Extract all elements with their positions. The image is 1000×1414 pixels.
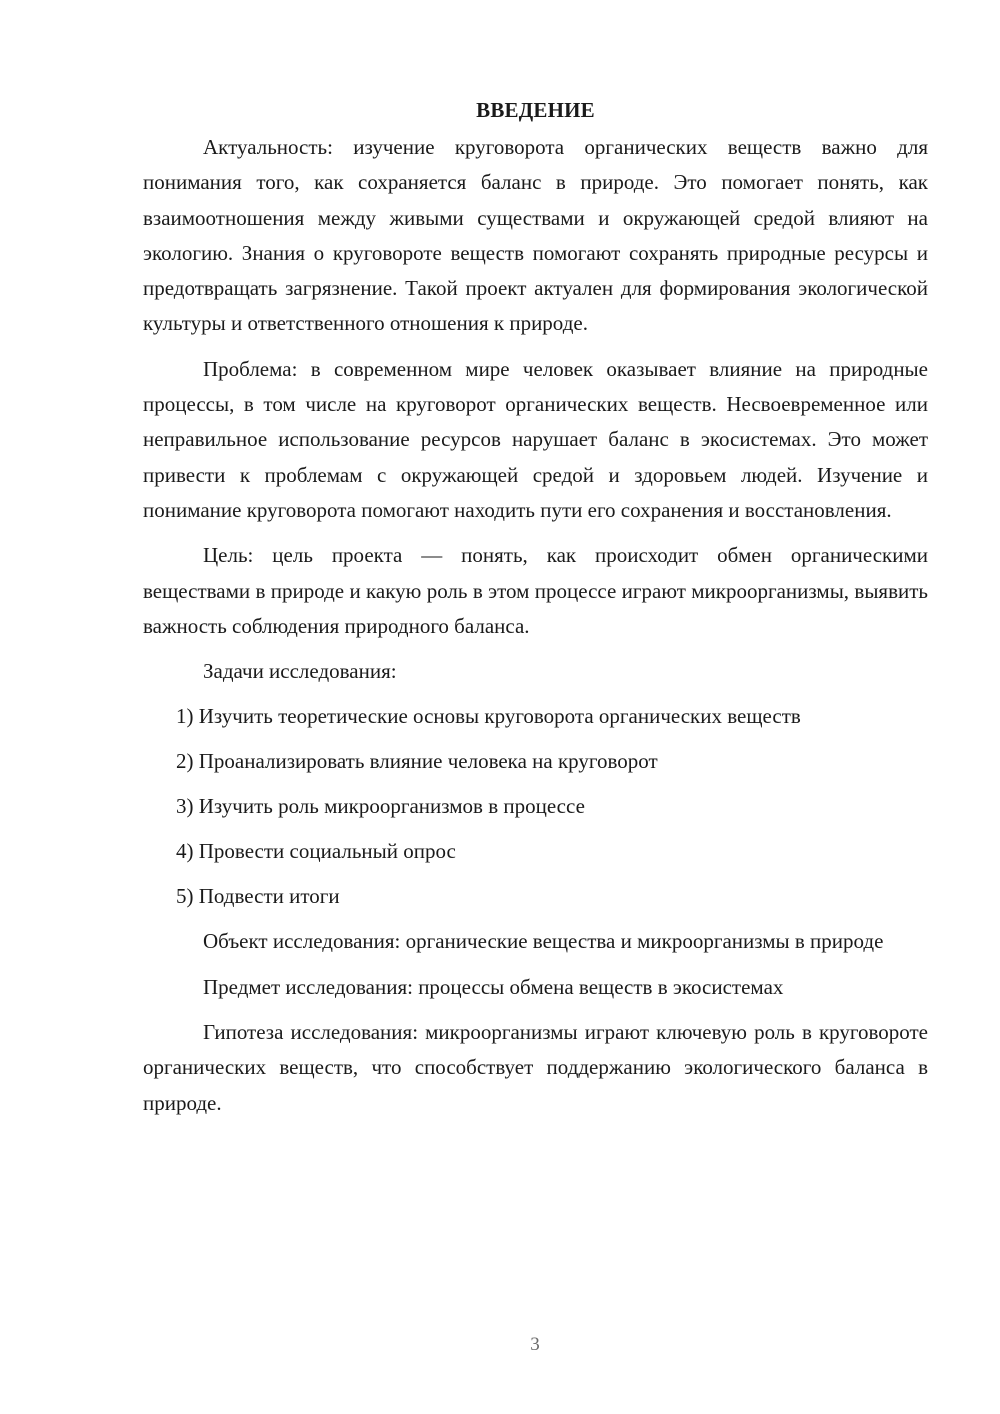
hypothesis-paragraph: Гипотеза исследования: микроорганизмы играют ключевую роль в круговороте органических веществ, что способствует поддержанию экологического баланса в природе. — [143, 1020, 928, 1115]
page-content — [143, 95, 928, 1131]
list-item: 2) Проанализировать влияние человека на круговорот — [176, 749, 658, 774]
goal-paragraph: Цель: цель проекта — понять, как происходит обмен органическими веществами в природе и какую роль в этом процессе играют микроорганизмы, выявить важность соблюдения природного баланса. — [143, 543, 928, 638]
list-item: 3) Изучить роль микроорганизмов в процессе — [176, 794, 585, 819]
subject-paragraph: Предмет исследования: процессы обмена веществ в экосистемах — [203, 974, 784, 999]
problem-paragraph: Проблема: в современном мире человек оказывает влияние на природные процессы, в том числе на круговорот органических веществ. Несвоевременное или неправильное использование ресурсов нарушает баланс в экосистемах. Это может привести к проблемам с окружающей средой и здоровьем людей. Изучение и понимание круговорота помогают находить пути его сохранения и восстановления. — [143, 356, 928, 522]
page-number: 3 — [530, 1334, 540, 1355]
page-title: ВВЕДЕНИЕ — [476, 98, 595, 122]
object-paragraph: Объект исследования: органические вещества и микроорганизмы в природе — [203, 929, 884, 954]
relevance-paragraph: Актуальность: изучение круговорота органических веществ важно для понимания того, как сохраняется баланс в природе. Это помогает понять, как взаимоотношения между живыми существами и окружающей средой влияют на экологию. Знания о круговороте веществ помогают сохранять природные ресурсы и предотвращать загрязнение. Такой проект актуален для формирования экологической культуры и ответственного отношения к природе. — [143, 135, 928, 336]
list-item: 5) Подвести итоги — [176, 884, 340, 909]
list-item: 4) Провести социальный опрос — [176, 839, 456, 864]
list-item: 1) Изучить теоретические основы круговорота органических веществ — [176, 704, 801, 729]
tasks-list — [143, 699, 928, 914]
tasks-intro: Задачи исследования: — [203, 659, 397, 684]
